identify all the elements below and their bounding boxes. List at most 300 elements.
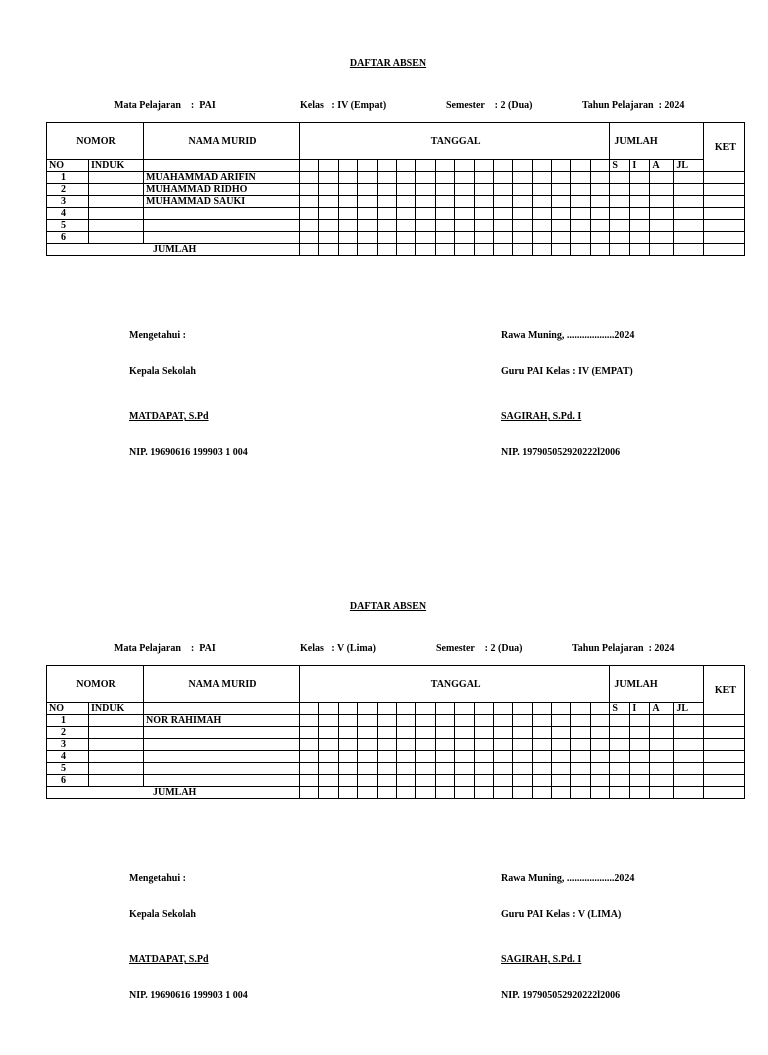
date-header-cell: [358, 703, 377, 715]
attendance-cell: [532, 184, 551, 196]
teacher-name: SAGIRAH, S.Pd. I: [501, 411, 582, 422]
i-header: I: [630, 160, 650, 172]
teacher-label: Guru PAI Kelas : IV (EMPAT): [501, 366, 633, 377]
class-label: Kelas : V (Lima): [300, 643, 377, 654]
row-number: 3: [47, 739, 89, 751]
row-number: 1: [47, 172, 89, 184]
document-title: DAFTAR ABSEN: [349, 58, 427, 69]
attendance-cell: [435, 232, 454, 244]
attendance-cell: [396, 739, 415, 751]
total-date-cell: [377, 787, 396, 799]
attendance-cell: [493, 208, 512, 220]
a-cell: [650, 184, 674, 196]
attendance-cell: [513, 715, 532, 727]
date-header-cell: [532, 703, 551, 715]
attendance-cell: [552, 184, 571, 196]
attendance-cell: [377, 751, 396, 763]
s-cell: [610, 196, 630, 208]
principal-nip: NIP. 19690616 199903 1 004: [129, 447, 248, 458]
s-cell: [610, 220, 630, 232]
attendance-table: [46, 665, 745, 799]
attendance-cell: [435, 172, 454, 184]
attendance-cell: [552, 232, 571, 244]
total-ket-cell: [704, 244, 745, 256]
attendance-cell: [532, 715, 551, 727]
attendance-cell: [455, 196, 474, 208]
attendance-cell: [377, 739, 396, 751]
right-signatory: [501, 387, 620, 483]
attendance-cell: [571, 763, 590, 775]
attendance-cell: [319, 172, 338, 184]
attendance-cell: [513, 196, 532, 208]
attendance-cell: [338, 739, 357, 751]
attendance-cell: [319, 184, 338, 196]
attendance-cell: [532, 775, 551, 787]
attendance-cell: [474, 763, 493, 775]
table-row: [47, 172, 745, 184]
date-header-cell: [493, 703, 512, 715]
total-date-cell: [513, 244, 532, 256]
date-header-cell: [396, 703, 415, 715]
total-date-cell: [358, 244, 377, 256]
attendance-cell: [338, 763, 357, 775]
attendance-cell: [300, 751, 319, 763]
date-header-cell: [319, 703, 338, 715]
attendance-cell: [358, 184, 377, 196]
attendance-cell: [455, 715, 474, 727]
attendance-cell: [396, 232, 415, 244]
a-cell: [650, 775, 674, 787]
attendance-cell: [377, 727, 396, 739]
date-header-cell: [416, 703, 435, 715]
attendance-cell: [532, 232, 551, 244]
total-s-cell: [610, 244, 630, 256]
date-header-cell: [416, 160, 435, 172]
a-cell: [650, 232, 674, 244]
jl-cell: [674, 184, 704, 196]
subject-label: Mata Pelajaran : PAI: [114, 100, 216, 111]
date-header-cell: [300, 160, 319, 172]
i-cell: [630, 232, 650, 244]
date-header-cell: [552, 160, 571, 172]
attendance-cell: [358, 220, 377, 232]
table-row: [47, 763, 745, 775]
total-date-cell: [338, 244, 357, 256]
ket-cell: [704, 184, 745, 196]
total-i-cell: [630, 244, 650, 256]
attendance-cell: [474, 196, 493, 208]
total-date-cell: [455, 244, 474, 256]
ket-header: KET: [704, 666, 745, 715]
a-header: A: [650, 703, 674, 715]
date-header-cell: [435, 703, 454, 715]
attendance-cell: [513, 220, 532, 232]
table-row: [47, 196, 745, 208]
attendance-cell: [493, 172, 512, 184]
attendance-cell: [435, 715, 454, 727]
attendance-cell: [590, 715, 609, 727]
attendance-cell: [435, 208, 454, 220]
attendance-cell: [590, 220, 609, 232]
attendance-cell: [493, 751, 512, 763]
jl-header: JL: [674, 160, 704, 172]
jl-cell: [674, 775, 704, 787]
ket-cell: [704, 763, 745, 775]
a-cell: [650, 220, 674, 232]
ket-cell: [704, 775, 745, 787]
i-cell: [630, 751, 650, 763]
class-label: Kelas : IV (Empat): [300, 100, 387, 111]
attendance-cell: [513, 232, 532, 244]
attendance-cell: [300, 739, 319, 751]
induk-cell: [89, 208, 144, 220]
attendance-cell: [474, 727, 493, 739]
attendance-cell: [532, 196, 551, 208]
attendance-cell: [590, 763, 609, 775]
attendance-cell: [590, 184, 609, 196]
attendance-cell: [513, 775, 532, 787]
attendance-cell: [571, 715, 590, 727]
nama-subheader-cell: [144, 160, 300, 172]
date-header-cell: [513, 703, 532, 715]
row-number: 4: [47, 751, 89, 763]
i-cell: [630, 172, 650, 184]
student-name: [144, 727, 300, 739]
total-date-cell: [455, 787, 474, 799]
attendance-cell: [435, 751, 454, 763]
date-header-cell: [338, 160, 357, 172]
attendance-cell: [571, 208, 590, 220]
attendance-cell: [552, 208, 571, 220]
acknowledge-label: Mengetahui :: [129, 873, 186, 884]
jumlah-header: JUMLAH: [610, 666, 704, 703]
attendance-cell: [590, 208, 609, 220]
attendance-cell: [455, 763, 474, 775]
attendance-cell: [358, 208, 377, 220]
attendance-cell: [532, 763, 551, 775]
induk-header: INDUK: [89, 160, 144, 172]
attendance-cell: [493, 739, 512, 751]
student-name: [144, 739, 300, 751]
total-s-cell: [610, 787, 630, 799]
a-cell: [650, 196, 674, 208]
attendance-cell: [590, 172, 609, 184]
attendance-cell: [474, 751, 493, 763]
attendance-cell: [474, 232, 493, 244]
table-row: [47, 232, 745, 244]
row-number: 1: [47, 715, 89, 727]
attendance-cell: [377, 715, 396, 727]
attendance-cell: [552, 196, 571, 208]
attendance-cell: [571, 775, 590, 787]
i-cell: [630, 763, 650, 775]
attendance-cell: [358, 739, 377, 751]
attendance-cell: [532, 172, 551, 184]
attendance-cell: [416, 208, 435, 220]
jumlah-header: JUMLAH: [610, 123, 704, 160]
attendance-cell: [396, 715, 415, 727]
attendance-cell: [358, 775, 377, 787]
total-date-cell: [338, 787, 357, 799]
attendance-cell: [513, 184, 532, 196]
row-number: 5: [47, 220, 89, 232]
attendance-cell: [474, 220, 493, 232]
absen-section-1: [0, 0, 768, 512]
teacher-nip: NIP. 197905052920222l2006: [501, 447, 621, 458]
attendance-cell: [455, 220, 474, 232]
total-jl-cell: [674, 787, 704, 799]
attendance-cell: [300, 715, 319, 727]
left-signatory: [129, 930, 248, 1026]
jl-cell: [674, 220, 704, 232]
attendance-cell: [552, 715, 571, 727]
student-name: [144, 208, 300, 220]
attendance-cell: [300, 196, 319, 208]
attendance-cell: [338, 196, 357, 208]
right-signatory: [501, 930, 620, 1026]
attendance-cell: [358, 715, 377, 727]
a-cell: [650, 727, 674, 739]
nomor-header: NOMOR: [47, 666, 144, 703]
attendance-cell: [416, 775, 435, 787]
attendance-cell: [590, 196, 609, 208]
student-name: [144, 220, 300, 232]
total-date-cell: [590, 244, 609, 256]
date-header-cell: [571, 160, 590, 172]
attendance-cell: [300, 172, 319, 184]
jl-cell: [674, 751, 704, 763]
attendance-cell: [455, 232, 474, 244]
induk-cell: [89, 715, 144, 727]
total-date-cell: [396, 787, 415, 799]
attendance-cell: [300, 232, 319, 244]
date-header-cell: [338, 703, 357, 715]
document-title: DAFTAR ABSEN: [349, 601, 427, 612]
date-header-cell: [590, 703, 609, 715]
teacher-label: Guru PAI Kelas : V (LIMA): [501, 909, 622, 920]
school-year-label: Tahun Pelajaran : 2024: [572, 643, 675, 654]
s-cell: [610, 727, 630, 739]
attendance-cell: [396, 208, 415, 220]
principal-name: MATDAPAT, S.Pd: [129, 954, 209, 965]
s-cell: [610, 751, 630, 763]
total-date-cell: [396, 244, 415, 256]
nama-murid-header: NAMA MURID: [144, 666, 300, 703]
total-date-cell: [552, 244, 571, 256]
attendance-cell: [358, 196, 377, 208]
attendance-cell: [319, 232, 338, 244]
induk-cell: [89, 763, 144, 775]
total-date-cell: [416, 787, 435, 799]
total-date-cell: [377, 244, 396, 256]
subject-label: Mata Pelajaran : PAI: [114, 643, 216, 654]
total-date-cell: [571, 244, 590, 256]
row-number: 3: [47, 196, 89, 208]
attendance-cell: [590, 739, 609, 751]
nama-murid-header: NAMA MURID: [144, 123, 300, 160]
attendance-cell: [358, 727, 377, 739]
attendance-cell: [300, 775, 319, 787]
ket-cell: [704, 232, 745, 244]
attendance-cell: [571, 196, 590, 208]
jl-cell: [674, 172, 704, 184]
attendance-cell: [358, 751, 377, 763]
attendance-cell: [338, 715, 357, 727]
attendance-cell: [338, 172, 357, 184]
attendance-cell: [319, 715, 338, 727]
table-row: [47, 220, 745, 232]
student-name: NOR RAHIMAH: [144, 715, 300, 727]
s-cell: [610, 232, 630, 244]
attendance-cell: [455, 727, 474, 739]
s-cell: [610, 172, 630, 184]
principal-label: Kepala Sekolah: [129, 909, 196, 920]
date-header-cell: [552, 703, 571, 715]
attendance-cell: [474, 184, 493, 196]
induk-cell: [89, 232, 144, 244]
jl-header: JL: [674, 703, 704, 715]
i-cell: [630, 739, 650, 751]
attendance-cell: [396, 220, 415, 232]
attendance-cell: [300, 763, 319, 775]
attendance-cell: [377, 196, 396, 208]
attendance-cell: [532, 751, 551, 763]
teacher-nip: NIP. 197905052920222l2006: [501, 990, 621, 1001]
date-header-cell: [396, 160, 415, 172]
ket-cell: [704, 220, 745, 232]
attendance-cell: [377, 184, 396, 196]
table-row: [47, 751, 745, 763]
tanggal-header: TANGGAL: [300, 666, 610, 703]
attendance-cell: [416, 220, 435, 232]
induk-cell: [89, 220, 144, 232]
no-header: NO: [47, 160, 89, 172]
i-header: I: [630, 703, 650, 715]
date-header-cell: [474, 703, 493, 715]
attendance-cell: [435, 763, 454, 775]
attendance-cell: [416, 739, 435, 751]
attendance-cell: [416, 727, 435, 739]
s-header: S: [610, 703, 630, 715]
jl-cell: [674, 232, 704, 244]
attendance-cell: [493, 763, 512, 775]
jl-cell: [674, 727, 704, 739]
induk-cell: [89, 739, 144, 751]
attendance-cell: [377, 208, 396, 220]
principal-nip: NIP. 19690616 199903 1 004: [129, 990, 248, 1001]
attendance-cell: [416, 184, 435, 196]
table-row: [47, 727, 745, 739]
attendance-cell: [319, 220, 338, 232]
date-header-cell: [493, 160, 512, 172]
attendance-cell: [319, 763, 338, 775]
attendance-cell: [571, 232, 590, 244]
attendance-cell: [416, 232, 435, 244]
a-cell: [650, 172, 674, 184]
attendance-cell: [435, 196, 454, 208]
attendance-cell: [552, 727, 571, 739]
table-row: [47, 715, 745, 727]
total-date-cell: [435, 244, 454, 256]
jl-cell: [674, 715, 704, 727]
table-row: [47, 208, 745, 220]
jl-cell: [674, 763, 704, 775]
student-name: [144, 763, 300, 775]
table-row: [47, 184, 745, 196]
attendance-cell: [396, 763, 415, 775]
induk-cell: [89, 727, 144, 739]
attendance-cell: [300, 184, 319, 196]
date-header-cell: [571, 703, 590, 715]
s-cell: [610, 184, 630, 196]
date-header-cell: [377, 703, 396, 715]
attendance-cell: [319, 727, 338, 739]
attendance-cell: [455, 208, 474, 220]
attendance-cell: [493, 775, 512, 787]
attendance-cell: [590, 232, 609, 244]
i-cell: [630, 208, 650, 220]
acknowledge-label: Mengetahui :: [129, 330, 186, 341]
attendance-cell: [571, 184, 590, 196]
i-cell: [630, 727, 650, 739]
attendance-cell: [571, 172, 590, 184]
attendance-cell: [455, 739, 474, 751]
attendance-cell: [455, 184, 474, 196]
attendance-cell: [319, 775, 338, 787]
attendance-cell: [338, 751, 357, 763]
row-number: 2: [47, 727, 89, 739]
attendance-cell: [455, 775, 474, 787]
student-name: MUHAMMAD RIDHO: [144, 184, 300, 196]
attendance-cell: [377, 220, 396, 232]
attendance-cell: [416, 715, 435, 727]
total-date-cell: [552, 787, 571, 799]
induk-cell: [89, 184, 144, 196]
date-header-cell: [377, 160, 396, 172]
s-cell: [610, 208, 630, 220]
attendance-cell: [590, 751, 609, 763]
attendance-cell: [493, 196, 512, 208]
induk-cell: [89, 775, 144, 787]
absen-section-2: [0, 543, 768, 1055]
attendance-cell: [474, 715, 493, 727]
total-jl-cell: [674, 244, 704, 256]
total-label: JUMLAH: [47, 244, 300, 256]
attendance-cell: [552, 172, 571, 184]
induk-cell: [89, 196, 144, 208]
attendance-cell: [377, 763, 396, 775]
table-row: [47, 739, 745, 751]
attendance-cell: [377, 775, 396, 787]
row-number: 2: [47, 184, 89, 196]
a-cell: [650, 763, 674, 775]
row-number: 6: [47, 775, 89, 787]
attendance-cell: [455, 751, 474, 763]
date-header-cell: [319, 160, 338, 172]
a-header: A: [650, 160, 674, 172]
attendance-cell: [338, 775, 357, 787]
attendance-cell: [571, 220, 590, 232]
date-header-cell: [435, 160, 454, 172]
ket-header: KET: [704, 123, 745, 172]
date-header-cell: [590, 160, 609, 172]
i-cell: [630, 715, 650, 727]
attendance-cell: [416, 751, 435, 763]
induk-cell: [89, 172, 144, 184]
i-cell: [630, 196, 650, 208]
attendance-cell: [474, 775, 493, 787]
s-cell: [610, 739, 630, 751]
